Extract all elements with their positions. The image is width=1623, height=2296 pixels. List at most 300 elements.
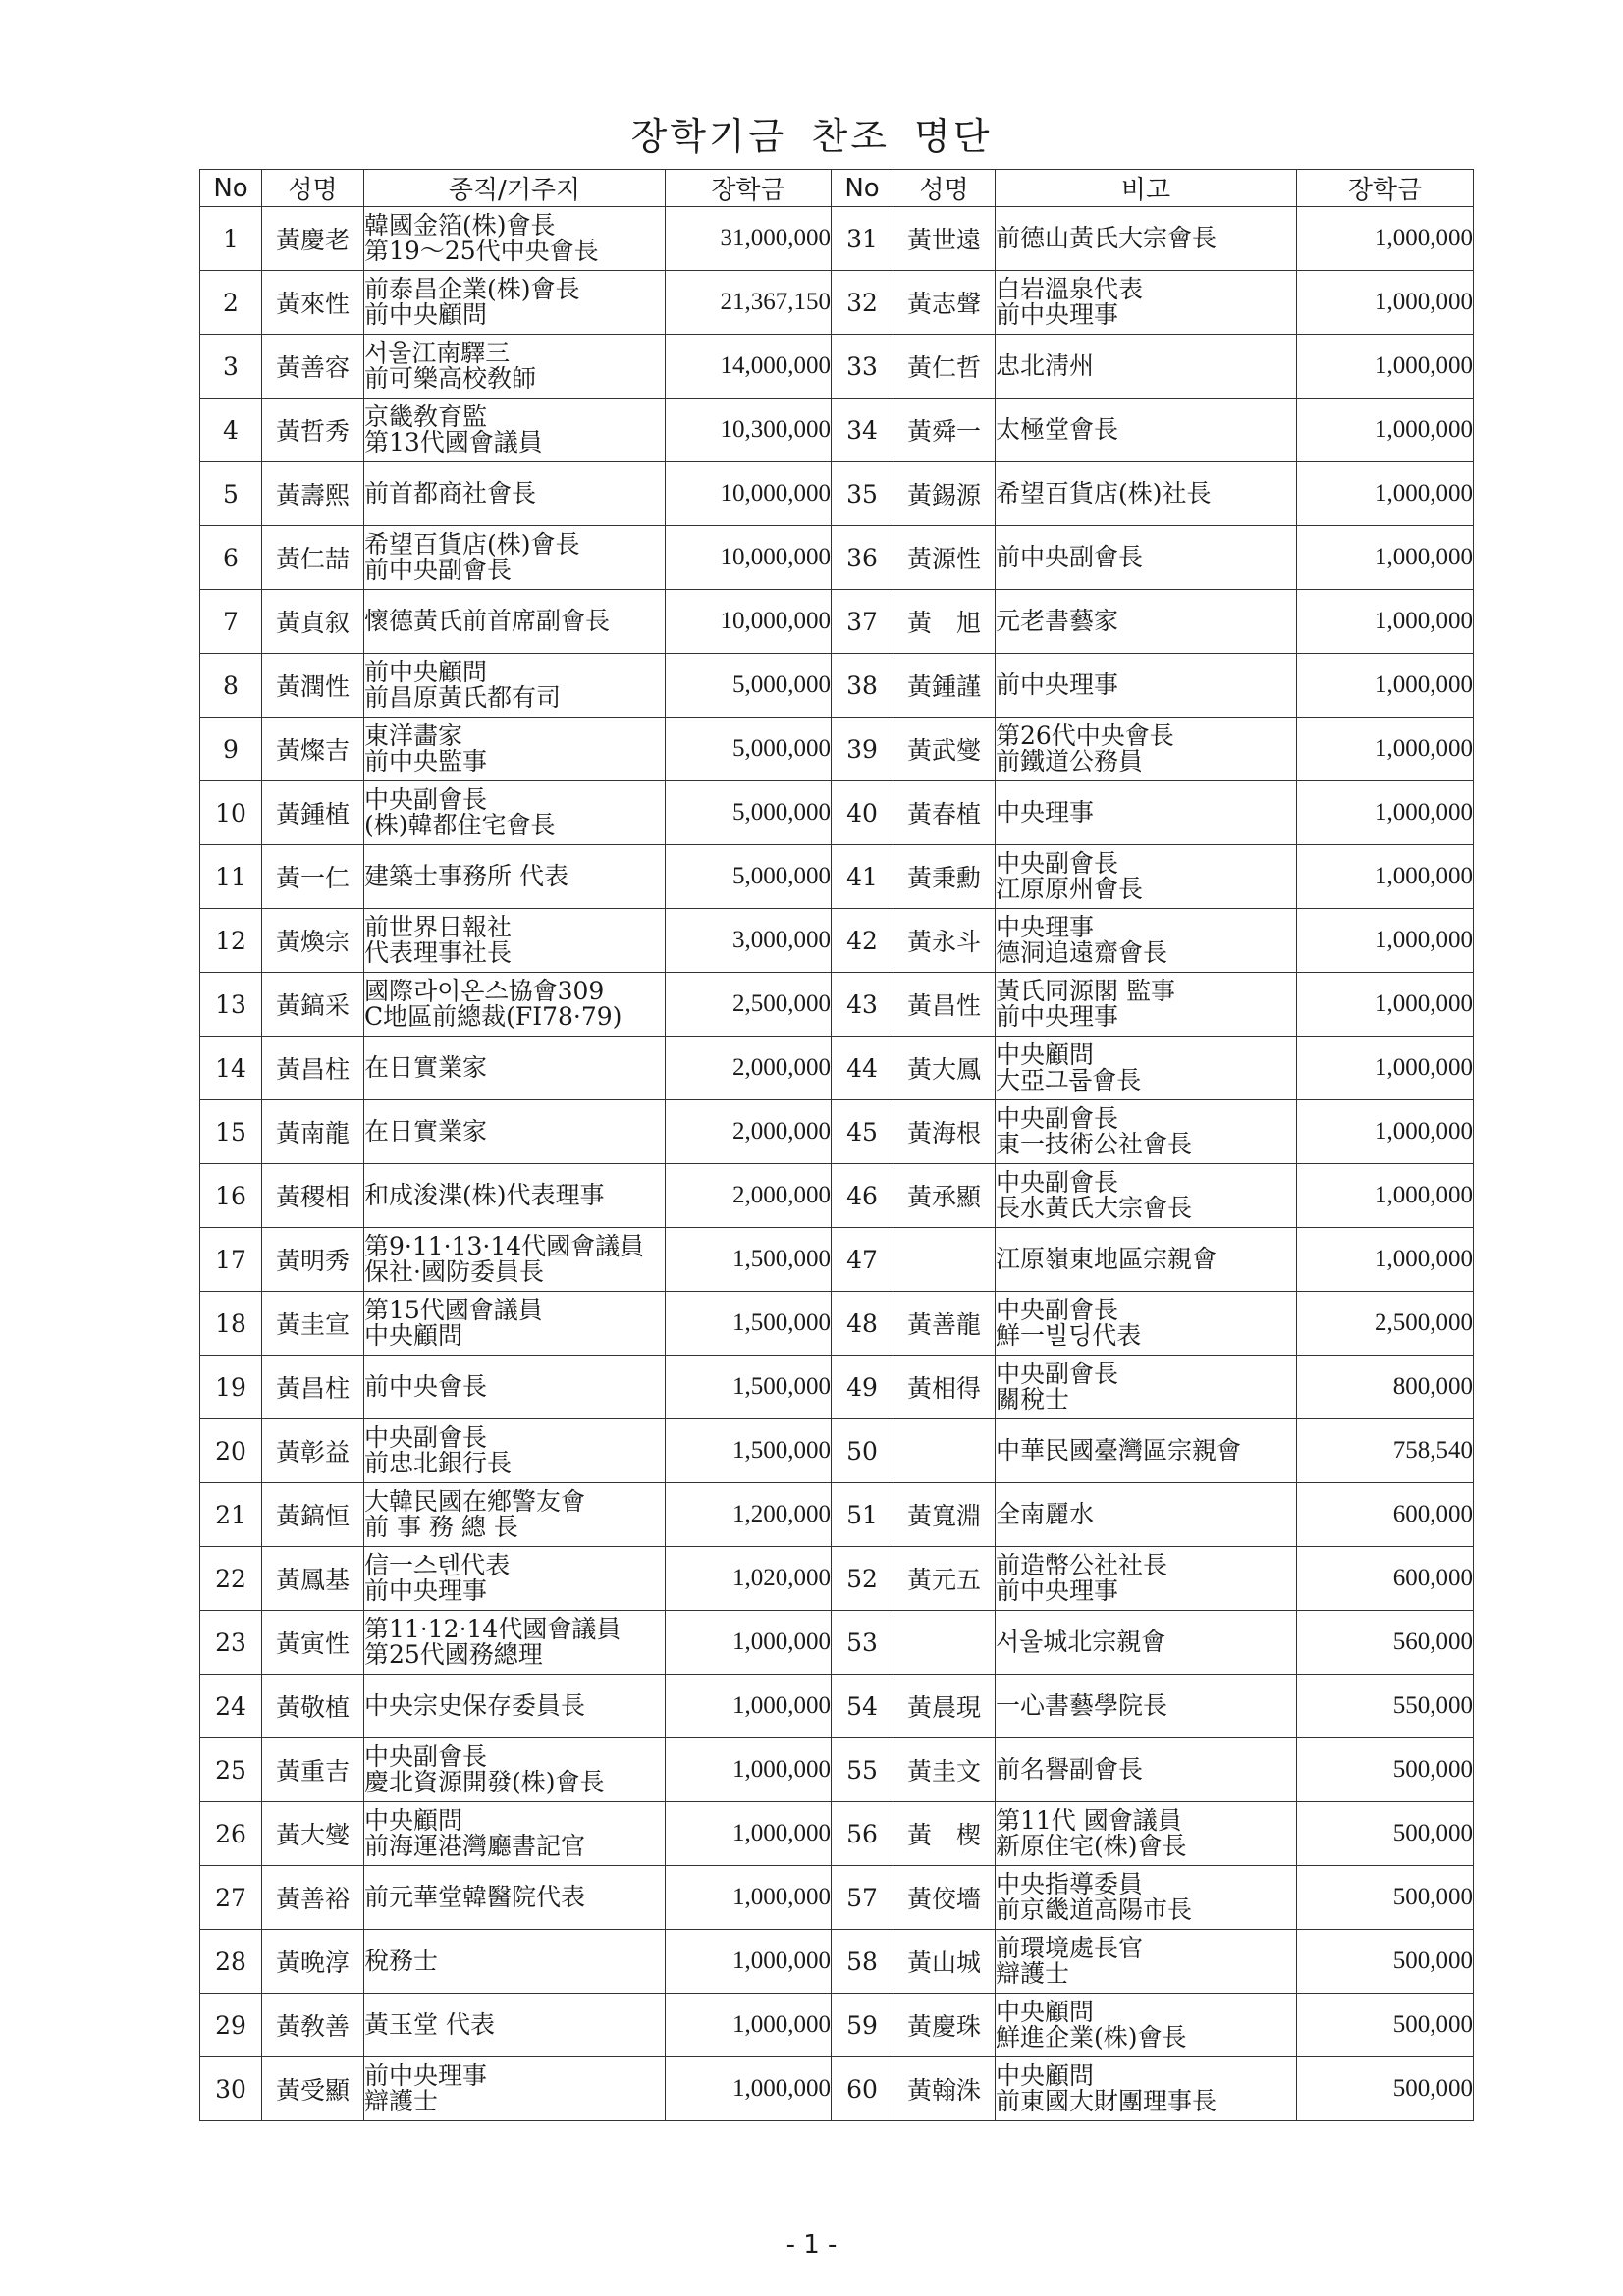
donor-name: 黃佼墻 bbox=[893, 1866, 996, 1930]
donor-remarks bbox=[996, 909, 1297, 973]
description-line: 中央顧問 bbox=[364, 1806, 463, 1835]
entry-number: 35 bbox=[832, 462, 893, 526]
donation-amount: 10,000,000 bbox=[666, 590, 832, 654]
description-line: 中央指導委員 bbox=[996, 1870, 1144, 1898]
donor-remarks bbox=[996, 845, 1297, 909]
table-row bbox=[200, 1419, 1474, 1483]
table-row bbox=[200, 973, 1474, 1037]
donation-amount: 14,000,000 bbox=[666, 335, 832, 399]
donor-remarks bbox=[996, 526, 1297, 590]
description-line: 前造幣公社社長 bbox=[996, 1551, 1168, 1579]
donation-amount: 1,000,000 bbox=[1297, 462, 1474, 526]
donation-amount: 500,000 bbox=[1297, 1994, 1474, 2057]
description-line: 前中央顧問 bbox=[364, 658, 488, 686]
donor-remarks bbox=[996, 1037, 1297, 1100]
donor-remarks bbox=[996, 1994, 1297, 2057]
donor-position bbox=[364, 845, 666, 909]
table-row bbox=[200, 1164, 1474, 1228]
description-line: 長水黃氏大宗會長 bbox=[996, 1194, 1193, 1222]
description-line: 前 事 務 總 長 bbox=[364, 1513, 518, 1541]
donor-position bbox=[364, 654, 666, 718]
donor-name: 黃志聲 bbox=[893, 271, 996, 335]
donation-amount: 1,000,000 bbox=[666, 1675, 832, 1738]
donor-name: 黃昌性 bbox=[893, 973, 996, 1037]
description-line: 德洞追遠齋會長 bbox=[996, 938, 1168, 967]
description-line: 懷德黃氏前首席副會長 bbox=[364, 607, 611, 635]
description-line: 第19～25代中央會長 bbox=[364, 237, 599, 265]
donation-amount: 1,000,000 bbox=[1297, 1228, 1474, 1292]
donor-name: 黃寅性 bbox=[262, 1611, 364, 1675]
header-amount: 장학금 bbox=[1297, 170, 1474, 207]
donor-position bbox=[364, 1356, 666, 1419]
table-row bbox=[200, 1356, 1474, 1419]
donor-name: 黃仁哲 bbox=[893, 335, 996, 399]
table-row bbox=[200, 1675, 1474, 1738]
description-line: 서울城北宗親會 bbox=[996, 1628, 1166, 1656]
description-line: 前中央顧問 bbox=[364, 300, 488, 329]
donation-amount: 1,500,000 bbox=[666, 1228, 832, 1292]
description-line: 中央顧問 bbox=[996, 1041, 1095, 1069]
description-line: 代表理事社長 bbox=[364, 938, 513, 967]
entry-number: 28 bbox=[200, 1930, 262, 1994]
entry-number: 32 bbox=[832, 271, 893, 335]
donor-remarks bbox=[996, 1866, 1297, 1930]
donation-amount: 1,000,000 bbox=[1297, 654, 1474, 718]
entry-number: 44 bbox=[832, 1037, 893, 1100]
donor-name: 黃春植 bbox=[893, 781, 996, 845]
donor-position bbox=[364, 1292, 666, 1356]
donation-amount: 500,000 bbox=[1297, 1802, 1474, 1866]
donation-amount: 31,000,000 bbox=[666, 207, 832, 271]
description-line: 中央副會長 bbox=[996, 849, 1119, 878]
donor-name: 黃敎善 bbox=[262, 1994, 364, 2057]
donation-amount: 10,300,000 bbox=[666, 399, 832, 462]
donation-amount: 1,000,000 bbox=[666, 1611, 832, 1675]
entry-number: 13 bbox=[200, 973, 262, 1037]
donor-name: 黃大鳳 bbox=[893, 1037, 996, 1100]
donor-position bbox=[364, 1930, 666, 1994]
description-line: 慶北資源開發(株)會長 bbox=[364, 1768, 605, 1796]
donation-amount: 2,500,000 bbox=[666, 973, 832, 1037]
donor-name: 黃寬淵 bbox=[893, 1483, 996, 1547]
description-line: 中央顧問 bbox=[996, 1998, 1095, 2026]
description-line: 第25代國務總理 bbox=[364, 1640, 543, 1669]
donor-name: 黃圭文 bbox=[893, 1738, 996, 1802]
table-row bbox=[200, 1292, 1474, 1356]
table-row bbox=[200, 1738, 1474, 1802]
description-line: 東洋畵家 bbox=[364, 721, 463, 750]
description-line: 前德山黃氏大宗會長 bbox=[996, 224, 1217, 252]
entry-number: 25 bbox=[200, 1738, 262, 1802]
description-line: 在日實業家 bbox=[364, 1053, 488, 1082]
donation-amount: 1,000,000 bbox=[1297, 271, 1474, 335]
donor-name: 黃武燮 bbox=[893, 718, 996, 781]
donation-amount: 500,000 bbox=[1297, 1930, 1474, 1994]
donor-name: 黃大燮 bbox=[262, 1802, 364, 1866]
table-row bbox=[200, 2057, 1474, 2121]
description-line: 前中央副會長 bbox=[996, 543, 1144, 571]
donor-name: 黃晩淳 bbox=[262, 1930, 364, 1994]
donation-amount: 1,000,000 bbox=[1297, 781, 1474, 845]
entry-number: 10 bbox=[200, 781, 262, 845]
donor-position bbox=[364, 1419, 666, 1483]
table-row bbox=[200, 462, 1474, 526]
donor-position bbox=[364, 1100, 666, 1164]
donor-remarks bbox=[996, 207, 1297, 271]
entry-number: 55 bbox=[832, 1738, 893, 1802]
description-line: 서울江南驛三 bbox=[364, 339, 511, 367]
description-line: 一心書藝學院長 bbox=[996, 1691, 1168, 1720]
description-line: 前可樂高校敎師 bbox=[364, 364, 537, 393]
description-line: 中華民國臺灣區宗親會 bbox=[996, 1436, 1242, 1465]
entry-number: 59 bbox=[832, 1994, 893, 2057]
description-line: 稅務士 bbox=[364, 1947, 439, 1975]
entry-number: 24 bbox=[200, 1675, 262, 1738]
donation-amount: 1,000,000 bbox=[1297, 973, 1474, 1037]
entry-number: 37 bbox=[832, 590, 893, 654]
description-line: 前中央會長 bbox=[364, 1372, 488, 1401]
description-line: 前泰昌企業(株)會長 bbox=[364, 275, 580, 303]
donor-remarks bbox=[996, 654, 1297, 718]
table-row bbox=[200, 781, 1474, 845]
donor-remarks bbox=[996, 781, 1297, 845]
donor-position bbox=[364, 1802, 666, 1866]
donor-name: 黃南龍 bbox=[262, 1100, 364, 1164]
description-line: 前東國大財團理事長 bbox=[996, 2087, 1217, 2115]
donation-amount: 5,000,000 bbox=[666, 718, 832, 781]
entry-number: 17 bbox=[200, 1228, 262, 1292]
description-line: 第11·12·14代國會議員 bbox=[364, 1615, 622, 1643]
entry-number: 57 bbox=[832, 1866, 893, 1930]
donor-remarks bbox=[996, 1356, 1297, 1419]
donor-name: 黃世遠 bbox=[893, 207, 996, 271]
donation-amount: 1,500,000 bbox=[666, 1419, 832, 1483]
page-title: 장학기금 찬조 명단 bbox=[630, 115, 993, 158]
donor-position bbox=[364, 718, 666, 781]
donation-amount: 5,000,000 bbox=[666, 654, 832, 718]
donor-remarks bbox=[996, 1292, 1297, 1356]
donor-name: 黃相得 bbox=[893, 1356, 996, 1419]
entry-number: 23 bbox=[200, 1611, 262, 1675]
description-line: 前中央理事 bbox=[364, 2061, 488, 2090]
table-row bbox=[200, 590, 1474, 654]
description-line: 國際라이온스協會309 bbox=[364, 977, 605, 1005]
description-line: 江原原州會長 bbox=[996, 875, 1144, 903]
donor-remarks bbox=[996, 1611, 1297, 1675]
entry-number: 16 bbox=[200, 1164, 262, 1228]
donor-position bbox=[364, 1994, 666, 2057]
description-line: 前首都商社會長 bbox=[364, 479, 537, 507]
donor-name: 黃 楔 bbox=[893, 1802, 996, 1866]
donor-name: 黃圭宣 bbox=[262, 1292, 364, 1356]
donor-name: 黃善裕 bbox=[262, 1866, 364, 1930]
description-line: 關稅士 bbox=[996, 1385, 1070, 1414]
donor-name: 黃受顯 bbox=[262, 2057, 364, 2121]
entry-number: 19 bbox=[200, 1356, 262, 1419]
description-line: 黃氏同源閣 監事 bbox=[996, 977, 1175, 1005]
donor-remarks bbox=[996, 271, 1297, 335]
description-line: 元老書藝家 bbox=[996, 607, 1119, 635]
donor-name: 黃仁喆 bbox=[262, 526, 364, 590]
table-row bbox=[200, 718, 1474, 781]
table-row bbox=[200, 1547, 1474, 1611]
entry-number: 45 bbox=[832, 1100, 893, 1164]
donor-name: 黃鍾謹 bbox=[893, 654, 996, 718]
donation-amount: 550,000 bbox=[1297, 1675, 1474, 1738]
entry-number: 31 bbox=[832, 207, 893, 271]
donor-name: 黃煥宗 bbox=[262, 909, 364, 973]
entry-number: 14 bbox=[200, 1037, 262, 1100]
table-body bbox=[200, 207, 1474, 2121]
donor-name: 黃翰洙 bbox=[893, 2057, 996, 2121]
donation-amount: 1,000,000 bbox=[1297, 718, 1474, 781]
table-row bbox=[200, 207, 1474, 271]
entry-number: 20 bbox=[200, 1419, 262, 1483]
donor-position bbox=[364, 1866, 666, 1930]
donor-name: 黃永斗 bbox=[893, 909, 996, 973]
page-number: - 1 - bbox=[785, 2230, 838, 2260]
description-line: 太極堂會長 bbox=[996, 415, 1119, 444]
donor-position bbox=[364, 1675, 666, 1738]
description-line: 全南麗水 bbox=[996, 1500, 1095, 1528]
entry-number: 21 bbox=[200, 1483, 262, 1547]
donor-position bbox=[364, 1738, 666, 1802]
description-line: C地區前總裁(FI78·79) bbox=[364, 1002, 622, 1031]
entry-number: 49 bbox=[832, 1356, 893, 1419]
donation-amount: 1,000,000 bbox=[1297, 845, 1474, 909]
table-row bbox=[200, 1930, 1474, 1994]
description-line: 第11代 國會議員 bbox=[996, 1806, 1182, 1835]
description-line: 中央副會長 bbox=[364, 1742, 488, 1771]
description-line: 前忠北銀行長 bbox=[364, 1449, 513, 1477]
donor-name: 黃慶老 bbox=[262, 207, 364, 271]
donation-amount: 1,000,000 bbox=[1297, 590, 1474, 654]
table-row bbox=[200, 335, 1474, 399]
entry-number: 54 bbox=[832, 1675, 893, 1738]
donation-amount: 500,000 bbox=[1297, 2057, 1474, 2121]
description-line: 中央顧問 bbox=[364, 1321, 463, 1350]
donor-name bbox=[893, 1611, 996, 1675]
donation-amount: 600,000 bbox=[1297, 1483, 1474, 1547]
donor-name: 黃承顯 bbox=[893, 1164, 996, 1228]
description-line: 前世界日報社 bbox=[364, 913, 513, 941]
donor-position bbox=[364, 526, 666, 590]
donor-position bbox=[364, 1228, 666, 1292]
entry-number: 12 bbox=[200, 909, 262, 973]
entry-number: 58 bbox=[832, 1930, 893, 1994]
header-remarks: 비고 bbox=[996, 170, 1297, 207]
entry-number: 42 bbox=[832, 909, 893, 973]
description-line: 中央副會長 bbox=[996, 1360, 1119, 1388]
description-line: 前元華堂韓醫院代表 bbox=[364, 1883, 586, 1911]
entry-number: 2 bbox=[200, 271, 262, 335]
entry-number: 43 bbox=[832, 973, 893, 1037]
donor-name: 黃善龍 bbox=[893, 1292, 996, 1356]
donor-remarks bbox=[996, 718, 1297, 781]
table-row bbox=[200, 1037, 1474, 1100]
entry-number: 26 bbox=[200, 1802, 262, 1866]
donation-amount: 5,000,000 bbox=[666, 845, 832, 909]
description-line: 中央副會長 bbox=[364, 1423, 488, 1452]
description-line: 大韓民國在鄕警友會 bbox=[364, 1487, 586, 1516]
table-row bbox=[200, 654, 1474, 718]
description-line: 第15代國會議員 bbox=[364, 1296, 543, 1324]
donor-position bbox=[364, 207, 666, 271]
table-header-row bbox=[200, 170, 1474, 207]
entry-number: 52 bbox=[832, 1547, 893, 1611]
donor-remarks bbox=[996, 335, 1297, 399]
description-line: 前中央理事 bbox=[996, 300, 1119, 329]
donor-name: 黃哲秀 bbox=[262, 399, 364, 462]
table-row bbox=[200, 845, 1474, 909]
donor-name: 黃昌柱 bbox=[262, 1037, 364, 1100]
donor-name bbox=[893, 1228, 996, 1292]
description-line: 信一스텐代表 bbox=[364, 1551, 511, 1579]
description-line: 白岩溫泉代表 bbox=[996, 275, 1144, 303]
donation-amount: 1,000,000 bbox=[1297, 207, 1474, 271]
description-line: 中央副會長 bbox=[364, 785, 488, 814]
donor-remarks bbox=[996, 1547, 1297, 1611]
description-line: 中央顧問 bbox=[996, 2061, 1095, 2090]
description-line: 前名譽副會長 bbox=[996, 1755, 1144, 1784]
description-line: 東一技術公社會長 bbox=[996, 1130, 1193, 1158]
description-line: 忠北淸州 bbox=[996, 351, 1095, 380]
description-line: 希望百貨店(株)社長 bbox=[996, 479, 1212, 507]
header-no: No bbox=[832, 170, 893, 207]
entry-number: 1 bbox=[200, 207, 262, 271]
donor-remarks bbox=[996, 590, 1297, 654]
donation-amount: 758,540 bbox=[1297, 1419, 1474, 1483]
description-line: 保社·國防委員長 bbox=[364, 1257, 544, 1286]
donor-position bbox=[364, 1547, 666, 1611]
donation-amount: 21,367,150 bbox=[666, 271, 832, 335]
description-line: 中央理事 bbox=[996, 913, 1095, 941]
donation-amount: 1,000,000 bbox=[666, 1866, 832, 1930]
table-row bbox=[200, 1994, 1474, 2057]
description-line: 前中央理事 bbox=[364, 1576, 488, 1605]
donation-amount: 1,000,000 bbox=[1297, 399, 1474, 462]
donor-name: 黃敬植 bbox=[262, 1675, 364, 1738]
description-line: 中央副會長 bbox=[996, 1168, 1119, 1197]
donor-position bbox=[364, 1483, 666, 1547]
table-row bbox=[200, 271, 1474, 335]
description-line: 鮮一빌딩代表 bbox=[996, 1321, 1142, 1350]
description-line: 第13代國會議員 bbox=[364, 428, 543, 456]
description-line: 前中央理事 bbox=[996, 670, 1119, 699]
donation-amount: 2,000,000 bbox=[666, 1037, 832, 1100]
donation-amount: 1,000,000 bbox=[666, 1802, 832, 1866]
donor-name: 黃舜一 bbox=[893, 399, 996, 462]
donation-amount: 1,000,000 bbox=[666, 1738, 832, 1802]
donation-amount: 1,000,000 bbox=[666, 1930, 832, 1994]
donation-amount: 5,000,000 bbox=[666, 781, 832, 845]
donor-name: 黃稷相 bbox=[262, 1164, 364, 1228]
donor-name: 黃錫源 bbox=[893, 462, 996, 526]
table-row bbox=[200, 1228, 1474, 1292]
entry-number: 34 bbox=[832, 399, 893, 462]
donor-name: 黃彰益 bbox=[262, 1419, 364, 1483]
donor-name: 黃慶珠 bbox=[893, 1994, 996, 2057]
entry-number: 47 bbox=[832, 1228, 893, 1292]
donor-name: 黃壽熙 bbox=[262, 462, 364, 526]
donor-table bbox=[199, 169, 1474, 2121]
donation-amount: 1,000,000 bbox=[1297, 909, 1474, 973]
donation-amount: 3,000,000 bbox=[666, 909, 832, 973]
donation-amount: 1,200,000 bbox=[666, 1483, 832, 1547]
entry-number: 40 bbox=[832, 781, 893, 845]
entry-number: 51 bbox=[832, 1483, 893, 1547]
description-line: 前中央理事 bbox=[996, 1576, 1119, 1605]
donation-amount: 2,000,000 bbox=[666, 1100, 832, 1164]
entry-number: 8 bbox=[200, 654, 262, 718]
donation-amount: 10,000,000 bbox=[666, 526, 832, 590]
entry-number: 9 bbox=[200, 718, 262, 781]
table-row bbox=[200, 399, 1474, 462]
donor-name: 黃晨現 bbox=[893, 1675, 996, 1738]
entry-number: 4 bbox=[200, 399, 262, 462]
description-line: 辯護士 bbox=[996, 1959, 1070, 1988]
donor-name: 黃重吉 bbox=[262, 1738, 364, 1802]
table-row bbox=[200, 1100, 1474, 1164]
table-row bbox=[200, 526, 1474, 590]
entry-number: 22 bbox=[200, 1547, 262, 1611]
entry-number: 29 bbox=[200, 1994, 262, 2057]
table-row bbox=[200, 1866, 1474, 1930]
donor-name: 黃潤性 bbox=[262, 654, 364, 718]
donation-amount: 1,500,000 bbox=[666, 1356, 832, 1419]
donor-name: 黃鍾植 bbox=[262, 781, 364, 845]
entry-number: 46 bbox=[832, 1164, 893, 1228]
donor-position bbox=[364, 399, 666, 462]
donor-remarks bbox=[996, 1100, 1297, 1164]
donor-name: 黃貞叙 bbox=[262, 590, 364, 654]
description-line: 辯護士 bbox=[364, 2087, 439, 2115]
donor-position bbox=[364, 1164, 666, 1228]
donor-name: 黃鳳基 bbox=[262, 1547, 364, 1611]
donor-name: 黃海根 bbox=[893, 1100, 996, 1164]
donor-position bbox=[364, 909, 666, 973]
entry-number: 56 bbox=[832, 1802, 893, 1866]
donor-remarks bbox=[996, 1738, 1297, 1802]
entry-number: 36 bbox=[832, 526, 893, 590]
description-line: 中央副會長 bbox=[996, 1296, 1119, 1324]
entry-number: 5 bbox=[200, 462, 262, 526]
donor-position bbox=[364, 1037, 666, 1100]
entry-number: 60 bbox=[832, 2057, 893, 2121]
donation-amount: 1,020,000 bbox=[666, 1547, 832, 1611]
donor-name: 黃善容 bbox=[262, 335, 364, 399]
donor-position bbox=[364, 973, 666, 1037]
donor-position bbox=[364, 462, 666, 526]
entry-number: 6 bbox=[200, 526, 262, 590]
entry-number: 38 bbox=[832, 654, 893, 718]
donor-name: 黃鎬恒 bbox=[262, 1483, 364, 1547]
donor-remarks bbox=[996, 2057, 1297, 2121]
donation-amount: 560,000 bbox=[1297, 1611, 1474, 1675]
donation-amount: 10,000,000 bbox=[666, 462, 832, 526]
entry-number: 41 bbox=[832, 845, 893, 909]
entry-number: 53 bbox=[832, 1611, 893, 1675]
header-name: 성명 bbox=[262, 170, 364, 207]
header-amount: 장학금 bbox=[666, 170, 832, 207]
entry-number: 18 bbox=[200, 1292, 262, 1356]
description-line: 中央宗史保存委員長 bbox=[364, 1691, 586, 1720]
description-line: 前中央副會長 bbox=[364, 556, 513, 584]
description-line: 前鐵道公務員 bbox=[996, 747, 1144, 775]
header-name: 성명 bbox=[893, 170, 996, 207]
entry-number: 50 bbox=[832, 1419, 893, 1483]
donor-remarks bbox=[996, 399, 1297, 462]
